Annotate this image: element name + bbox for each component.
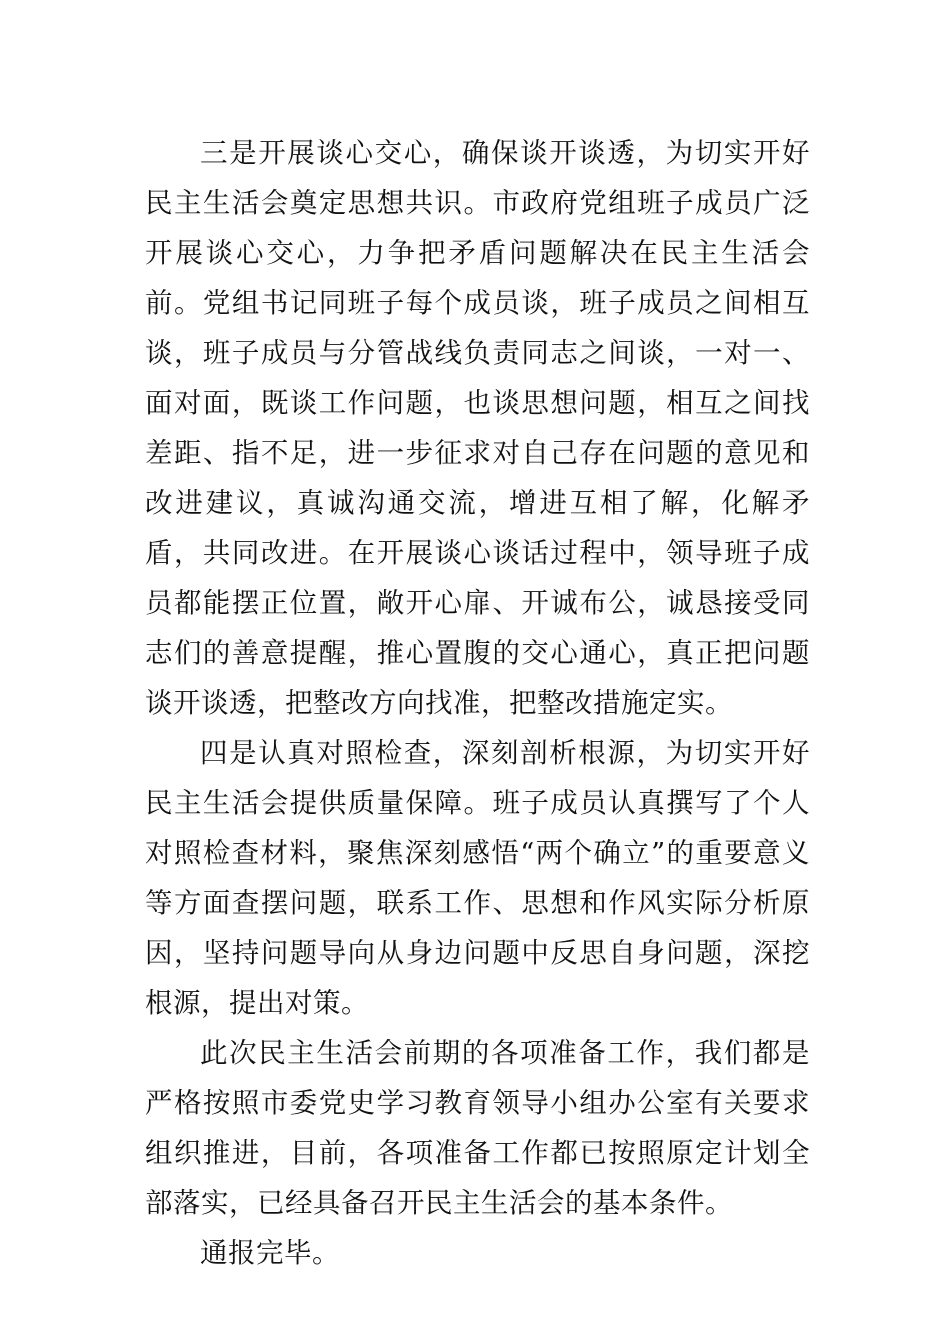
document-body <box>145 128 810 1278</box>
closing-statement: 通报完毕。 <box>200 1237 340 1269</box>
paragraph-self-inspection: 四是认真对照检查，深刻剖析根源，为切实开好民主生活会提供质量保障。班子成员认真撰写了个人对照检查材料，聚焦深刻感悟“两个确立”的重要意义等方面查摆问题，联系工作、思想和作风实际分析原因，坚持问题导向从身边问题中反思自身问题，深挖根源，提出对策。 <box>145 737 810 1019</box>
paragraph-talk-exchange: 三是开展谈心交心，确保谈开谈透，为切实开好民主生活会奠定思想共识。市政府党组班子成员广泛开展谈心交心，力争把矛盾问题解决在民主生活会前。党组书记同班子每个成员谈，班子成员之间相互谈，班子成员与分管战线负责同志之间谈，一对一、面对面，既谈工作问题，也谈思想问题，相互之间找差距、指不足，进一步征求对自己存在问题的意见和改进建议，真诚沟通交流，增进互相了解，化解矛盾，共同改进。在开展谈心谈话过程中，领导班子成员都能摆正位置，敞开心扉、开诚布公，诚恳接受同志们的善意提醒，推心置腹的交心通心，真正把问题谈开谈透，把整改方向找准，把整改措施定实。 <box>145 137 810 719</box>
paragraph-preparation-summary: 此次民主生活会前期的各项准备工作，我们都是严格按照市委党史学习教育领导小组办公室有关要求组织推进，目前，各项准备工作都已按照原定计划全部落实，已经具备召开民主生活会的基本条件。 <box>145 1037 810 1219</box>
